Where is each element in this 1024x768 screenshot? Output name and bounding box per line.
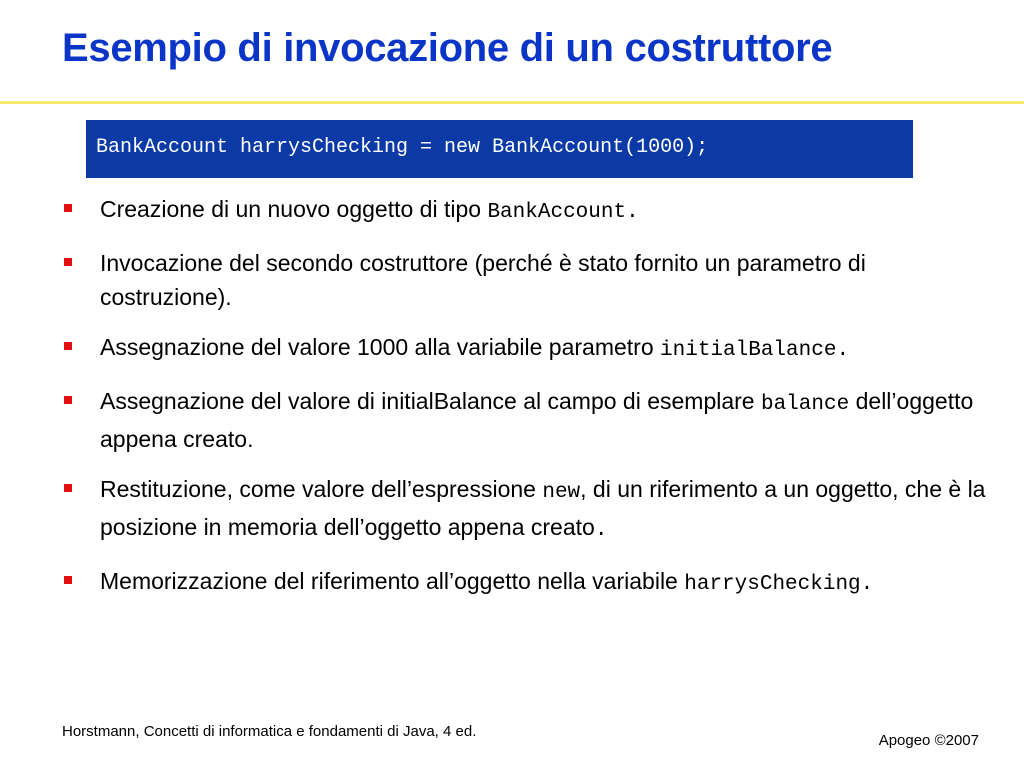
bullet-item: [62, 246, 1002, 314]
bullet-code: BankAccount.: [487, 201, 639, 224]
bullet-square-icon: [64, 484, 72, 492]
bullet-code: new: [542, 481, 581, 504]
bullet-item: [62, 564, 1002, 602]
title-divider: [0, 101, 1024, 104]
bullet-code: harrysChecking.: [684, 573, 874, 596]
bullet-square-icon: [64, 342, 72, 350]
bullet-code: balance: [761, 393, 850, 416]
bullet-list: [62, 192, 1002, 618]
bullet-code: initialBalance.: [660, 339, 850, 362]
bullet-code-after: .: [594, 519, 608, 542]
bullet-text: Assegnazione del valore 1000 alla variabile parametro: [100, 334, 661, 360]
bullet-text-after: , di un riferimento a un oggetto, che è la posizione in memoria dell’oggetto appena creato: [100, 476, 986, 540]
bullet-square-icon: [64, 396, 72, 404]
bullet-item: [62, 330, 1002, 368]
bullet-square-icon: [64, 258, 72, 266]
bullet-text: Memorizzazione del riferimento all’oggetto nella variabile: [100, 568, 685, 594]
bullet-square-icon: [64, 576, 72, 584]
bullet-square-icon: [64, 204, 72, 212]
code-example-line: BankAccount harrysChecking = new BankAccount(1000);: [96, 136, 709, 159]
footer-citation: Horstmann, Concetti di informatica e fondamenti di Java, 4 ed.: [62, 723, 477, 740]
footer-copyright: Apogeo ©2007: [878, 732, 979, 749]
bullet-text: Assegnazione del valore di initialBalance al campo di esemplare: [100, 388, 761, 414]
bullet-text: Restituzione, come valore dell’espressione: [100, 476, 543, 502]
bullet-item: [62, 192, 1002, 230]
bullet-item: [62, 472, 1002, 548]
bullet-text: Invocazione del secondo costruttore (perché è stato fornito un parametro di costruzione).: [100, 250, 866, 310]
bullet-item: [62, 384, 1002, 456]
slide-title: Esempio di invocazione di un costruttore: [62, 26, 833, 70]
code-example-box: [86, 120, 913, 178]
bullet-text: Creazione di un nuovo oggetto di tipo: [100, 196, 488, 222]
bullet-text-after: dell’oggetto appena creato.: [100, 388, 974, 452]
